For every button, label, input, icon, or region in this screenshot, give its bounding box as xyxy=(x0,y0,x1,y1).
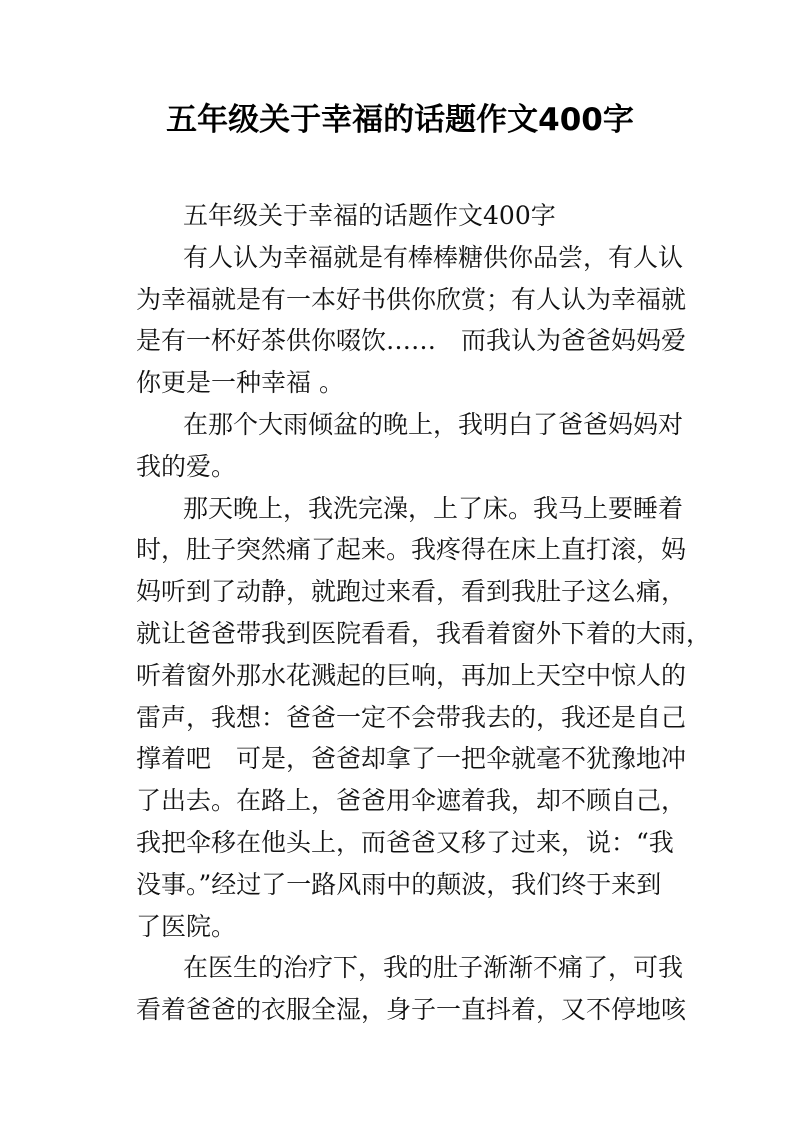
paragraph-line: 了出去。在路上，爸爸用伞遮着我，却不顾自己， xyxy=(136,786,687,816)
paragraph-line: 那天晚上，我洗完澡，上了床。我马上要睡着 xyxy=(183,493,684,523)
paragraph-line: 听着窗外那水花溅起的巨响，再加上天空中惊人的 xyxy=(136,660,687,690)
paragraph-line: 妈听到了动静，就跑过来看，看到我肚子这么痛， xyxy=(136,577,687,607)
paragraph-line: 雷声，我想：爸爸一定不会带我去的，我还是自己 xyxy=(136,702,687,732)
paragraph-line: 是有一杯好茶供你啜饮…… 而我认为爸爸妈妈爱 xyxy=(136,326,687,356)
paragraph-line: 在医生的治疗下，我的肚子渐渐不痛了，可我 xyxy=(183,953,684,983)
paragraph-line: 我的爱。 xyxy=(136,451,237,481)
paragraph-line: 了医院。 xyxy=(136,911,237,941)
document-title: 五年级关于幸福的话题作文400字 xyxy=(166,102,634,138)
paragraph-line: 就让爸爸带我到医院看看，我看着窗外下着的大雨， xyxy=(136,618,712,648)
paragraph-line: 为幸福就是有一本好书供你欣赏；有人认为幸福就 xyxy=(136,284,687,314)
paragraph-line: 时，肚子突然痛了起来。我疼得在床上直打滚，妈 xyxy=(136,535,687,565)
document-body xyxy=(136,195,712,1031)
subtitle-line: 五年级关于幸福的话题作文400字 xyxy=(183,201,556,230)
paragraph-line: 你更是一种幸福 。 xyxy=(136,368,344,398)
paragraph-line: 撑着吧 可是，爸爸却拿了一把伞就毫不犹豫地冲 xyxy=(136,744,687,774)
paragraph-line: 我把伞移在他头上，而爸爸又移了过来，说：“我 xyxy=(136,827,674,857)
paragraph-line: 有人认为幸福就是有棒棒糖供你品尝，有人认 xyxy=(183,242,684,272)
paragraph-line: 在那个大雨倾盆的晚上，我明白了爸爸妈妈对 xyxy=(183,409,684,439)
paragraph-line: 看着爸爸的衣服全湿，身子一直抖着，又不停地咳 xyxy=(136,995,687,1025)
paragraph-line: 没事。”经过了一路风雨中的颠波，我们终于来到 xyxy=(136,869,662,899)
